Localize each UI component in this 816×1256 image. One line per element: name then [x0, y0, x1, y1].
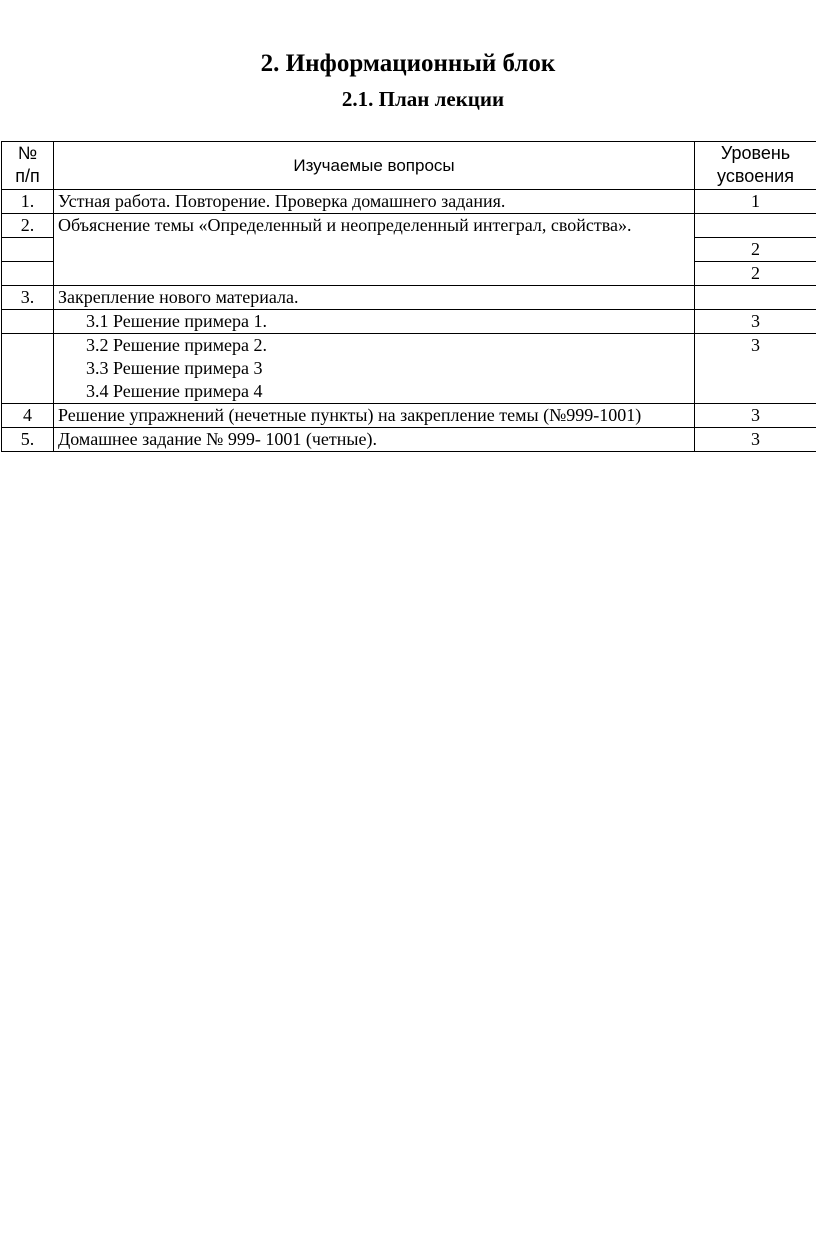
table-header-row	[2, 142, 816, 190]
table-row	[2, 428, 816, 452]
row-topic: 3.1 Решение примера 1.	[54, 310, 695, 334]
row-topic: Решение упражнений (нечетные пункты) на закрепление темы (№999-1001)	[54, 404, 695, 428]
row-num: 4	[2, 404, 54, 428]
row-num: 1.	[2, 190, 54, 214]
table-row	[2, 310, 816, 334]
row-num: 3.	[2, 286, 54, 310]
table-row	[2, 190, 816, 214]
header-topic: Изучаемые вопросы	[54, 142, 695, 190]
page-subtitle: 2.1. План лекции	[341, 87, 505, 111]
row-level: 3	[695, 310, 816, 334]
table-row	[2, 286, 816, 310]
table-row	[2, 404, 816, 428]
table-row	[2, 334, 816, 404]
row-level: 3	[695, 428, 816, 452]
row-level: 3	[695, 404, 816, 428]
row-topic: Закрепление нового материала.	[54, 286, 695, 310]
row-topic: Устная работа. Повторение. Проверка домашнего задания.	[54, 190, 695, 214]
row-num: 2.	[2, 214, 54, 238]
row-topic: Объяснение темы «Определенный и неопределенный интеграл, свойства».	[54, 214, 695, 286]
table-row	[2, 214, 816, 238]
row-num	[2, 334, 54, 404]
row-level: 1	[695, 190, 816, 214]
row-level: 3	[695, 334, 816, 404]
row-level	[695, 214, 816, 238]
row-level: 2	[695, 238, 816, 262]
row-num: 5.	[2, 428, 54, 452]
row-level	[695, 286, 816, 310]
row-level: 2	[695, 262, 816, 286]
page-title: 2. Информационный блок	[260, 50, 556, 77]
row-num	[2, 238, 54, 262]
header-level: Уровень усвоения	[695, 142, 816, 190]
row-num	[2, 310, 54, 334]
row-topic: Домашнее задание № 999- 1001 (четные).	[54, 428, 695, 452]
row-num	[2, 262, 54, 286]
header-num: № п/п	[2, 142, 54, 190]
row-topic: 3.2 Решение примера 2. 3.3 Решение примера 3 3.4 Решение примера 4	[54, 334, 695, 404]
lecture-plan-table	[1, 141, 816, 452]
